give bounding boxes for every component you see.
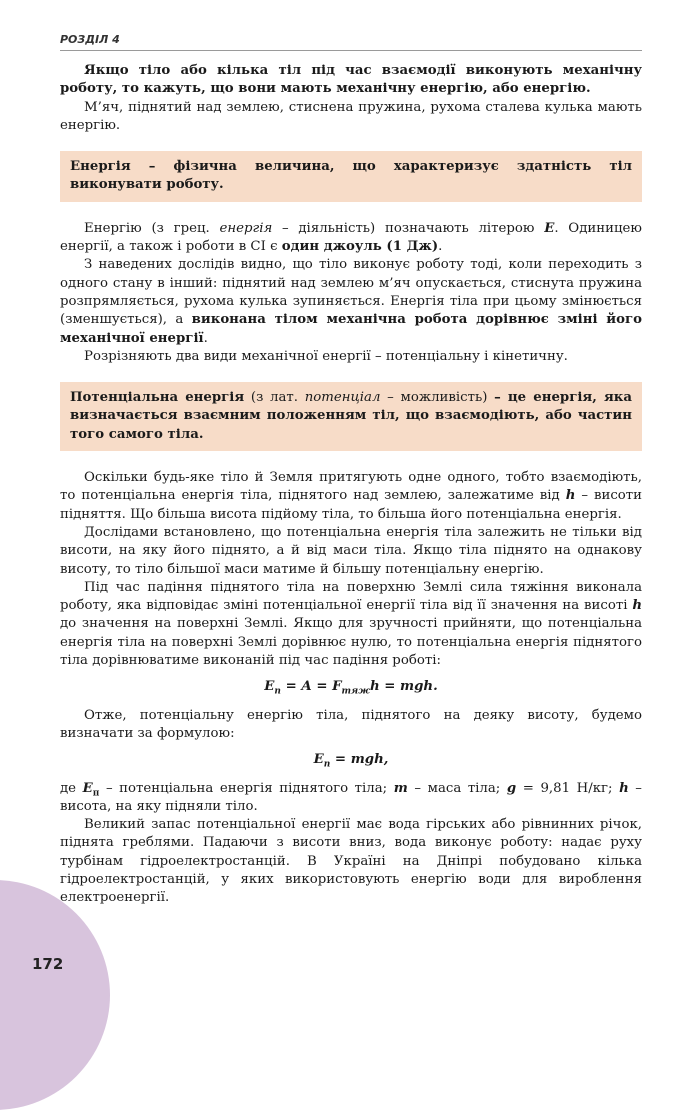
term-italic: енергія <box>219 220 273 236</box>
paragraph: Оскільки будь-яке тіло й Земля притягують одне одного, тобто взаємодіють, то потенціальна енергія тіла, піднятого над землею, залежатиме від h – висоти підняття. Що більша висота підйому тіла, то більша його потенціальна енергія. <box>60 470 642 522</box>
page-content <box>60 62 642 908</box>
corner-decoration <box>0 880 110 1110</box>
paragraph: Якщо тіло або кілька тіл під час взаємодії виконують механічну роботу, то кажуть, що вони мають механічну енергію, або енергію. <box>60 63 642 97</box>
key-statement: виконана тілом механічна робота дорівнює зміні його механічної енергії <box>60 312 642 346</box>
definition-box-energy <box>60 151 642 202</box>
definition-text: Потенціальна енергія (з лат. потенціал – можливість) – це енергія, яка визначається взаємним положенням тіл, що взаємодіють, або частин того самого тіла. <box>70 390 633 442</box>
paragraph: Дослідами встановлено, що потенціальна енергія тіла залежить не тільки від висоти, на яку його піднято, а й від маси тіла. Якщо тіла піднято на однакову висоту, то тіло більшої маси матиме й більшу потенціальну енергію. <box>60 524 642 577</box>
formula-work-energy: $E_п = A = F_{тяж}h$ = mgh. <box>264 679 438 697</box>
symbol-E: E <box>544 220 555 236</box>
definition-text: Енергія – фізична величина, що характеризує здатність тіл виконувати роботу. <box>70 159 632 193</box>
paragraph: Розрізняють два види механічної енергії – потенціальну і кінетичну. <box>84 348 568 364</box>
paragraph: Енергію (з грец. енергія – діяльність) позначають літерою E. Одиницею енергії, а також і роботи в СІ є один джоуль (1 Дж). <box>60 220 642 255</box>
paragraph: Великий запас потенціальної енергії має вода гірських або рівнинних річок, піднята греблями. Падаючи з висоти вниз, вода виконує роботу: надає руху турбінам гідроелектростанцій. В Україні на Дніпрі побудовано кілька гідроелектростанцій, у яких використовують енергію води для вироблення електроенергії. <box>60 817 642 906</box>
section-header: РОЗДІЛ 4 <box>60 33 642 51</box>
paragraph: М’яч, піднятий над землею, стиснена пружина, рухома сталева кулька мають енергію. <box>60 99 642 133</box>
paragraph: Під час падіння піднятого тіла на поверхню Землі сила тяжіння виконала роботу, яка відповідає зміні потенціальної енергії тіла від її значення на висоті h до значення на поверхні Землі. Якщо для зручності прийняти, що потенціальна енергія тіла на поверхні Землі дорівнює нулю, то потенціальна енергія піднятого тіла дорівнюватиме виконаній під час падіння роботі: <box>60 579 642 669</box>
definition-box-potential-energy <box>60 382 642 451</box>
page-number: 172 <box>32 955 64 973</box>
paragraph: Отже, потенціальну енергію тіла, піднятого на деяку висоту, будемо визначати за формулою: <box>60 707 642 741</box>
paragraph: де $E_п$ – потенціальна енергія піднятого тіла; m – маса тіла; g = 9,81 Н/кг; h – висота, на яку підняли тіло. <box>60 780 642 814</box>
paragraph: З наведених дослідів видно, що тіло виконує роботу тоді, коли переходить з одного стану в інший: піднятий над землею м’яч опускається, стиснута пружина розпрямляється, рухома кулька зупиняється. Енергія тіла при цьому змінюється (зменшується), а виконана тілом механічна робота дорівнює зміні його механічної енергії. <box>60 257 642 346</box>
formula-potential-energy: $E_п$ = mgh, <box>313 752 389 770</box>
unit-joule: один джоуль (1 Дж) <box>281 239 439 255</box>
